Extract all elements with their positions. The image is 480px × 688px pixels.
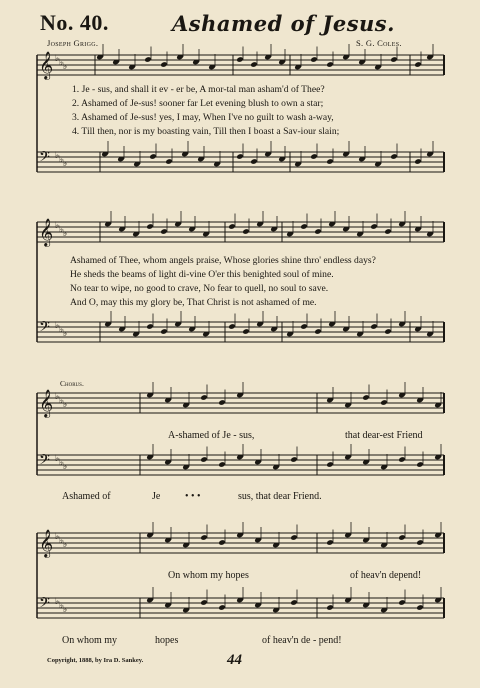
chorus-lyric-1b: that dear-est Friend	[345, 430, 423, 441]
svg-text:♭: ♭	[59, 224, 64, 234]
svg-text:♭: ♭	[55, 453, 60, 463]
svg-text:♭: ♭	[63, 61, 68, 71]
svg-text:𝄞: 𝄞	[39, 51, 54, 79]
svg-text:♭: ♭	[55, 531, 60, 541]
svg-text:𝄞: 𝄞	[39, 529, 54, 557]
svg-text:♭: ♭	[59, 395, 64, 405]
hymn-title: Ashamed of Jesus.	[172, 11, 395, 36]
author-credit: S. G. Coles.	[356, 38, 402, 48]
bass-staff-2	[37, 319, 444, 342]
svg-text:♭: ♭	[55, 391, 60, 401]
svg-text:♭: ♭	[63, 228, 68, 238]
treble-staff-1	[37, 51, 444, 80]
verse-1-line-2: Ashamed of Thee, whom angels praise, Whose glories shine thro' endless days?	[70, 255, 376, 266]
verse-1-line-1: 1. Je - sus, and shall it ev - er be, A mor-tal man asham'd of Thee?	[72, 84, 325, 95]
verse-2-line-1: 2. Ashamed of Je-sus! sooner far Let evening blush to own a star;	[72, 98, 324, 109]
verse-2-line-2: He sheds the beams of light di-vine O'er this benighted soul of mine.	[70, 269, 334, 280]
copyright-notice: Copyright, 1888, by Ira D. Sankey.	[47, 657, 144, 664]
verse-3-line-1: 3. Ashamed of Je-sus! yes, I may, When I've no guilt to wash a-way,	[72, 112, 334, 123]
svg-text:♭: ♭	[59, 600, 64, 610]
chorus-bass-lyric-2c: of heav'n de - pend!	[262, 635, 342, 646]
chorus-lyric-2b: of heav'n depend!	[350, 570, 422, 581]
chorus-bass-lyric-2a: On whom my	[62, 635, 117, 646]
composer-credit: Joseph Grigg.	[47, 38, 99, 48]
svg-text:♭: ♭	[55, 320, 60, 330]
svg-text:♭: ♭	[63, 539, 68, 549]
chorus-bass-lyric-1d: sus, that dear Friend.	[238, 491, 322, 502]
svg-text:𝄢: 𝄢	[39, 452, 50, 472]
svg-text:♭: ♭	[55, 596, 60, 606]
chorus-bass-lyric-2b: hopes	[155, 635, 179, 646]
svg-text:♭: ♭	[63, 399, 68, 409]
bass-staff-1	[37, 149, 444, 172]
svg-text:𝄢: 𝄢	[39, 319, 50, 339]
svg-text:𝄞: 𝄞	[39, 389, 54, 417]
verse-4-line-2: And O, may this my glory be, That Christ is not ashamed of me.	[70, 297, 317, 308]
chorus-bass-lyric-1a: Ashamed of	[62, 491, 111, 502]
verse-3-line-2: No tear to wipe, no good to crave, No fear to quell, no soul to save.	[70, 283, 329, 294]
page-number: 44	[227, 652, 242, 668]
chorus-lyric-2a: On whom my hopes	[168, 570, 249, 581]
svg-text:♭: ♭	[59, 57, 64, 67]
svg-text:𝄢: 𝄢	[39, 595, 50, 615]
hymn-number: No. 40.	[40, 10, 109, 35]
svg-text:♭: ♭	[59, 457, 64, 467]
svg-text:𝄞: 𝄞	[39, 218, 54, 246]
treble-staff-2	[37, 218, 444, 247]
svg-text:♭: ♭	[63, 158, 68, 168]
svg-text:♭: ♭	[63, 461, 68, 471]
svg-text:♭: ♭	[55, 150, 60, 160]
svg-text:♭: ♭	[59, 324, 64, 334]
chorus-bass-lyric-1b: Je	[152, 491, 161, 502]
verse-4-line-1: 4. Till then, nor is my boasting vain, Till then I boast a Sav-iour slain;	[72, 126, 340, 137]
svg-text:𝄢: 𝄢	[39, 149, 50, 169]
svg-text:♭: ♭	[59, 535, 64, 545]
svg-text:♭: ♭	[55, 53, 60, 63]
chorus-bass-lyric-1c: • • •	[185, 491, 201, 502]
chorus-label: Chorus.	[60, 379, 84, 388]
svg-text:♭: ♭	[63, 328, 68, 338]
svg-text:♭: ♭	[59, 154, 64, 164]
chorus-lyric-1a: A-shamed of Je - sus,	[168, 430, 255, 441]
svg-text:♭: ♭	[55, 220, 60, 230]
svg-text:♭: ♭	[63, 604, 68, 614]
